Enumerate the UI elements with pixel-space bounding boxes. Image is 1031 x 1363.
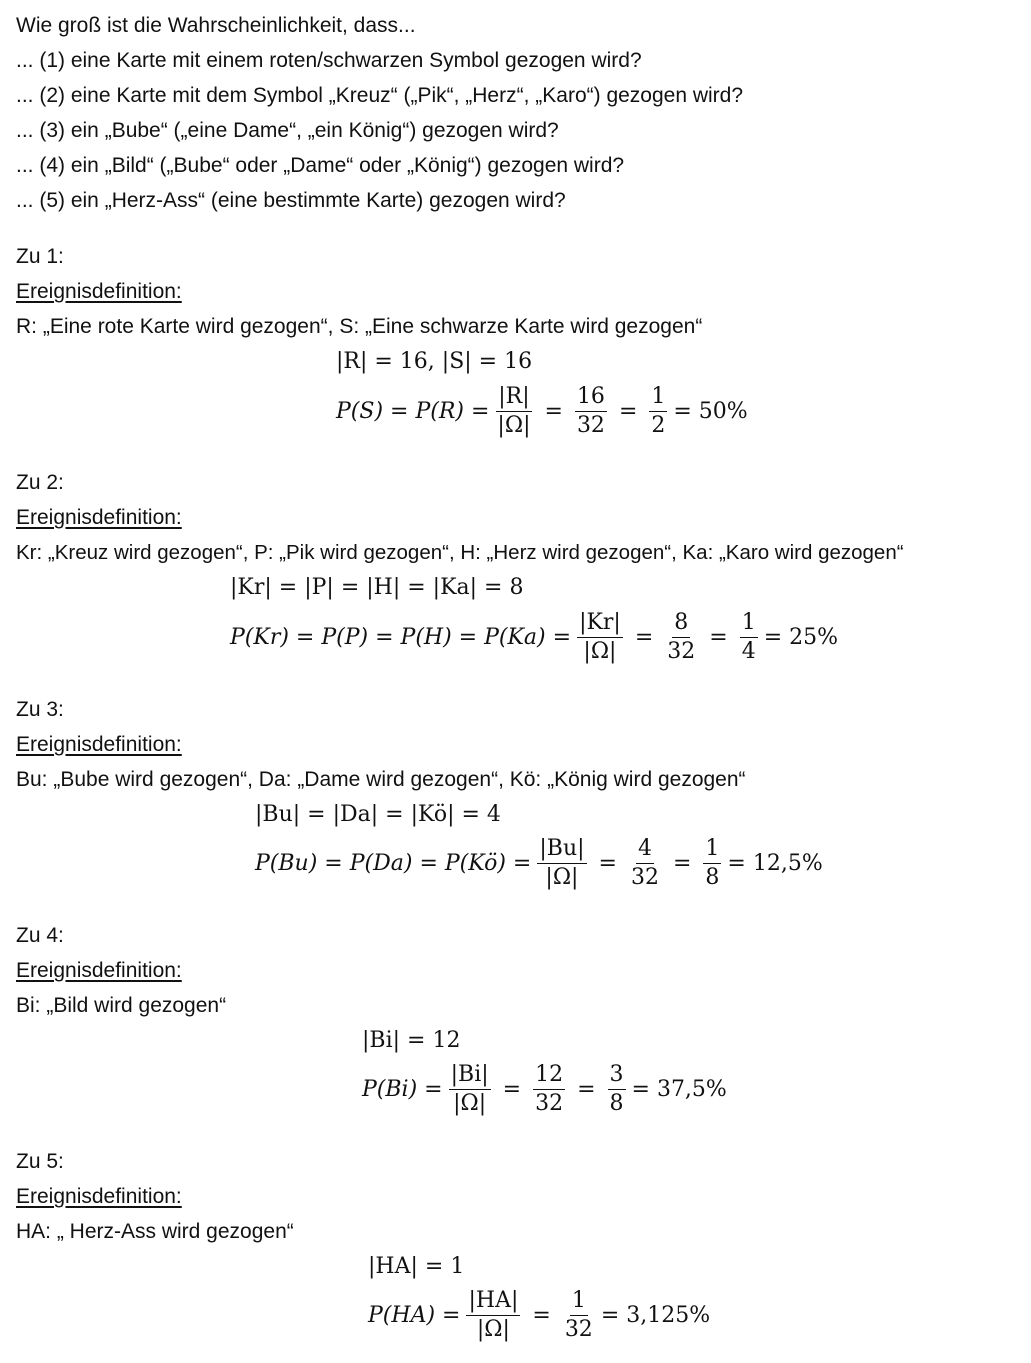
section-1-heading: Zu 1: <box>16 245 64 268</box>
section-3-events: Bu: „Bube wird gezogen“, Da: „Dame wird gezogen“, Kö: „König wird gezogen“ <box>16 768 746 791</box>
intro-item-1: ... (1) eine Karte mit einem roten/schwarzen Symbol gezogen wird? <box>16 49 642 72</box>
section-3-probability-equation: P(Bu) = P(Da) = P(Kö) = $\frac{|Bu|}{|\Omega|}$ = $\frac{4}{32}$ = $\frac{1}{8}$ = 12,5% <box>255 836 823 890</box>
section-2-definition-label: Ereignisdefinition: <box>16 506 182 529</box>
section-2-probability-equation: P(Kr) = P(P) = P(H) = P(Ka) = $\frac{|Kr|}{|\Omega|}$ = $\frac{8}{32}$ = $\frac{1}{4}$ = 25% <box>230 610 839 664</box>
section-1-fraction-2: $\frac{16}{32}$ <box>576 384 605 438</box>
section-3-lhs: P(Bu) = P(Da) = P(Kö) = <box>255 851 532 876</box>
section-1-fraction-1: $\frac{|R|}{|\Omega|}$ <box>497 384 531 438</box>
section-4-cardinality: |Bi| = 12 <box>362 1028 461 1053</box>
section-2-heading: Zu 2: <box>16 471 64 494</box>
section-1-definition-label: Ereignisdefinition: <box>16 280 182 303</box>
section-5-fraction-2: $\frac{1}{32}$ <box>564 1288 593 1342</box>
section-4-fraction-1: $\frac{|Bi|}{|\Omega|}$ <box>450 1062 489 1116</box>
section-1-cardinality: |R| = 16, |S| = 16 <box>336 349 533 374</box>
section-1-result: = 50% <box>673 399 748 424</box>
section-4-result: = 37,5% <box>631 1077 727 1102</box>
section-2-cardinality: |Kr| = |P| = |H| = |Ka| = 8 <box>230 575 524 600</box>
section-5-cardinality: |HA| = 1 <box>368 1254 465 1279</box>
intro-question: Wie groß ist die Wahrscheinlichkeit, dass... <box>16 14 416 37</box>
section-2-fraction-1: $\frac{|Kr|}{|\Omega|}$ <box>579 610 621 664</box>
section-4-lhs: P(Bi) = <box>362 1077 443 1102</box>
section-5-probability-equation: P(HA) = $\frac{|HA|}{|\Omega|}$ = $\frac{1}{32}$ = 3,125% <box>368 1288 711 1342</box>
section-5-heading: Zu 5: <box>16 1150 64 1173</box>
section-5-fraction-1: $\frac{|HA|}{|\Omega|}$ <box>468 1288 519 1342</box>
section-1-events: R: „Eine rote Karte wird gezogen“, S: „Eine schwarze Karte wird gezogen“ <box>16 315 703 338</box>
intro-item-5: ... (5) ein „Herz-Ass“ (eine bestimmte Karte) gezogen wird? <box>16 189 566 212</box>
intro-item-3: ... (3) ein „Bube“ („eine Dame“, „ein König“) gezogen wird? <box>16 119 559 142</box>
section-5-events: HA: „ Herz-Ass wird gezogen“ <box>16 1220 294 1243</box>
section-3-cardinality: |Bu| = |Da| = |Kö| = 4 <box>255 802 501 827</box>
section-1-fraction-3: $\frac{1}{2}$ <box>651 384 666 438</box>
section-3-definition-label: Ereignisdefinition: <box>16 733 182 756</box>
section-1-lhs: P(S) = P(R) = <box>336 399 490 424</box>
section-4-definition-label: Ereignisdefinition: <box>16 959 182 982</box>
section-4-fraction-2: $\frac{12}{32}$ <box>535 1062 564 1116</box>
section-3-fraction-2: $\frac{4}{32}$ <box>630 836 659 890</box>
section-3-heading: Zu 3: <box>16 698 64 721</box>
section-2-result: = 25% <box>763 625 839 650</box>
section-2-fraction-2: $\frac{8}{32}$ <box>667 610 696 664</box>
section-5-definition-label: Ereignisdefinition: <box>16 1185 182 1208</box>
section-5-result: = 3,125% <box>600 1303 711 1328</box>
intro-item-2: ... (2) eine Karte mit dem Symbol „Kreuz“ („Pik“, „Herz“, „Karo“) gezogen wird? <box>16 84 744 107</box>
section-4-events: Bi: „Bild wird gezogen“ <box>16 994 227 1017</box>
section-4-heading: Zu 4: <box>16 924 64 947</box>
section-2-fraction-3: $\frac{1}{4}$ <box>741 610 756 664</box>
section-4-fraction-3: $\frac{3}{8}$ <box>609 1062 624 1116</box>
section-2-events: Kr: „Kreuz wird gezogen“, P: „Pik wird gezogen“, H: „Herz wird gezogen“, Ka: „Karo wird gezogen“ <box>16 541 904 564</box>
section-1-probability-equation: P(S) = P(R) = $\frac{|R|}{|\Omega|}$ = $\frac{16}{32}$ = $\frac{1}{2}$ = 50% <box>336 384 748 438</box>
section-4-probability-equation: P(Bi) = $\frac{|Bi|}{|\Omega|}$ = $\frac{12}{32}$ = $\frac{3}{8}$ = 37,5% <box>362 1062 727 1116</box>
section-3-result: = 12,5% <box>727 851 823 876</box>
intro-item-4: ... (4) ein „Bild“ („Bube“ oder „Dame“ oder „König“) gezogen wird? <box>16 154 625 177</box>
section-3-fraction-3: $\frac{1}{8}$ <box>705 836 720 890</box>
section-5-lhs: P(HA) = <box>368 1303 461 1328</box>
section-3-fraction-1: $\frac{|Bu|}{|\Omega|}$ <box>539 836 585 890</box>
section-2-lhs: P(Kr) = P(P) = P(H) = P(Ka) = <box>230 625 572 650</box>
